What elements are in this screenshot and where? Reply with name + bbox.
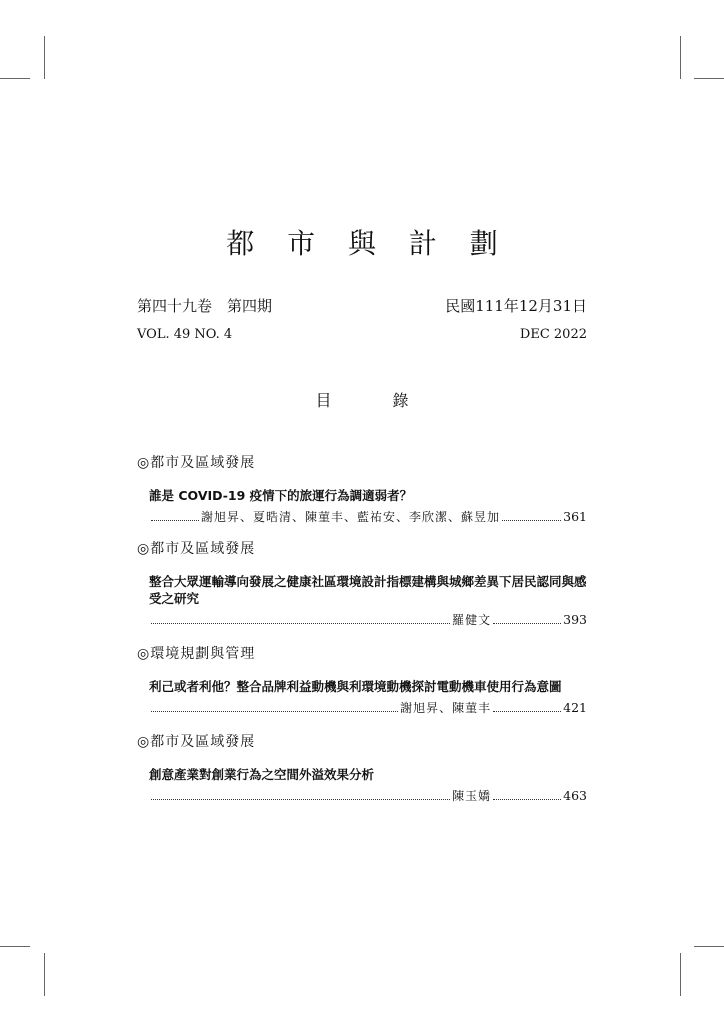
volume-zh: 第四十九卷 第四期 xyxy=(137,297,273,315)
crop-mark xyxy=(680,36,681,79)
article-title[interactable]: 利己或者利他？整合品牌利益動機與利環境動機探討電動機車使用行為意圖 xyxy=(149,679,562,694)
section-label: ◎都市及區域發展 xyxy=(137,455,256,471)
issue-info-zh xyxy=(137,295,587,316)
toc-entry[interactable] xyxy=(137,643,587,717)
dot-leader xyxy=(502,520,561,521)
toc-entry[interactable] xyxy=(137,731,587,805)
toc-heading: 目 錄 xyxy=(315,391,437,410)
crop-mark xyxy=(694,946,724,947)
section-label: ◎都市及區域發展 xyxy=(137,541,256,557)
table-of-contents xyxy=(137,452,587,805)
toc-entry[interactable] xyxy=(137,452,587,526)
article-title[interactable]: 誰是 COVID-19 疫情下的旅運行為調適弱者？ xyxy=(149,488,413,503)
page-number[interactable]: 463 xyxy=(563,788,587,803)
article-title[interactable]: 創意產業對創業行為之空間外溢效果分析 xyxy=(149,767,375,782)
author-line xyxy=(149,699,587,717)
crop-mark xyxy=(680,953,681,996)
dot-leader xyxy=(151,799,450,800)
crop-mark xyxy=(44,36,45,79)
page-number[interactable]: 421 xyxy=(563,700,587,715)
dot-leader xyxy=(151,711,398,712)
dot-leader xyxy=(151,520,199,521)
article-title[interactable]: 整合大眾運輸導向發展之健康社區環境設計指標建構與城鄉差異下居民認同與感受之研究 xyxy=(149,574,587,606)
author-line xyxy=(149,611,587,629)
article-authors: 羅健文 xyxy=(452,613,492,627)
issue-info-en xyxy=(137,327,587,342)
date-zh: 民國111年12月31日 xyxy=(445,297,587,315)
article-authors: 陳玉嬌 xyxy=(452,789,492,803)
dot-leader xyxy=(151,623,450,624)
section-label: ◎環境規劃與管理 xyxy=(137,646,256,662)
journal-title: 都 市 與 計 劃 xyxy=(226,227,510,260)
dot-leader xyxy=(493,799,561,800)
author-line xyxy=(149,787,587,805)
dot-leader xyxy=(493,623,561,624)
dot-leader xyxy=(493,711,561,712)
page-number[interactable]: 361 xyxy=(563,509,587,524)
section-label: ◎都市及區域發展 xyxy=(137,734,256,750)
page-number[interactable]: 393 xyxy=(563,612,587,627)
article-authors: 謝旭昇、陳菫丰 xyxy=(400,701,492,715)
crop-mark xyxy=(694,78,724,79)
author-line xyxy=(149,508,587,526)
date-en: DEC 2022 xyxy=(519,327,587,342)
volume-en: VOL. 49 NO. 4 xyxy=(137,327,233,342)
article-authors: 謝旭昇、夏晧清、陳菫丰、藍祐安、李欣潔、蘇昱加 xyxy=(201,510,501,524)
crop-mark xyxy=(0,946,30,947)
toc-entry[interactable] xyxy=(137,538,587,629)
crop-mark xyxy=(44,953,45,996)
crop-mark xyxy=(0,78,30,79)
